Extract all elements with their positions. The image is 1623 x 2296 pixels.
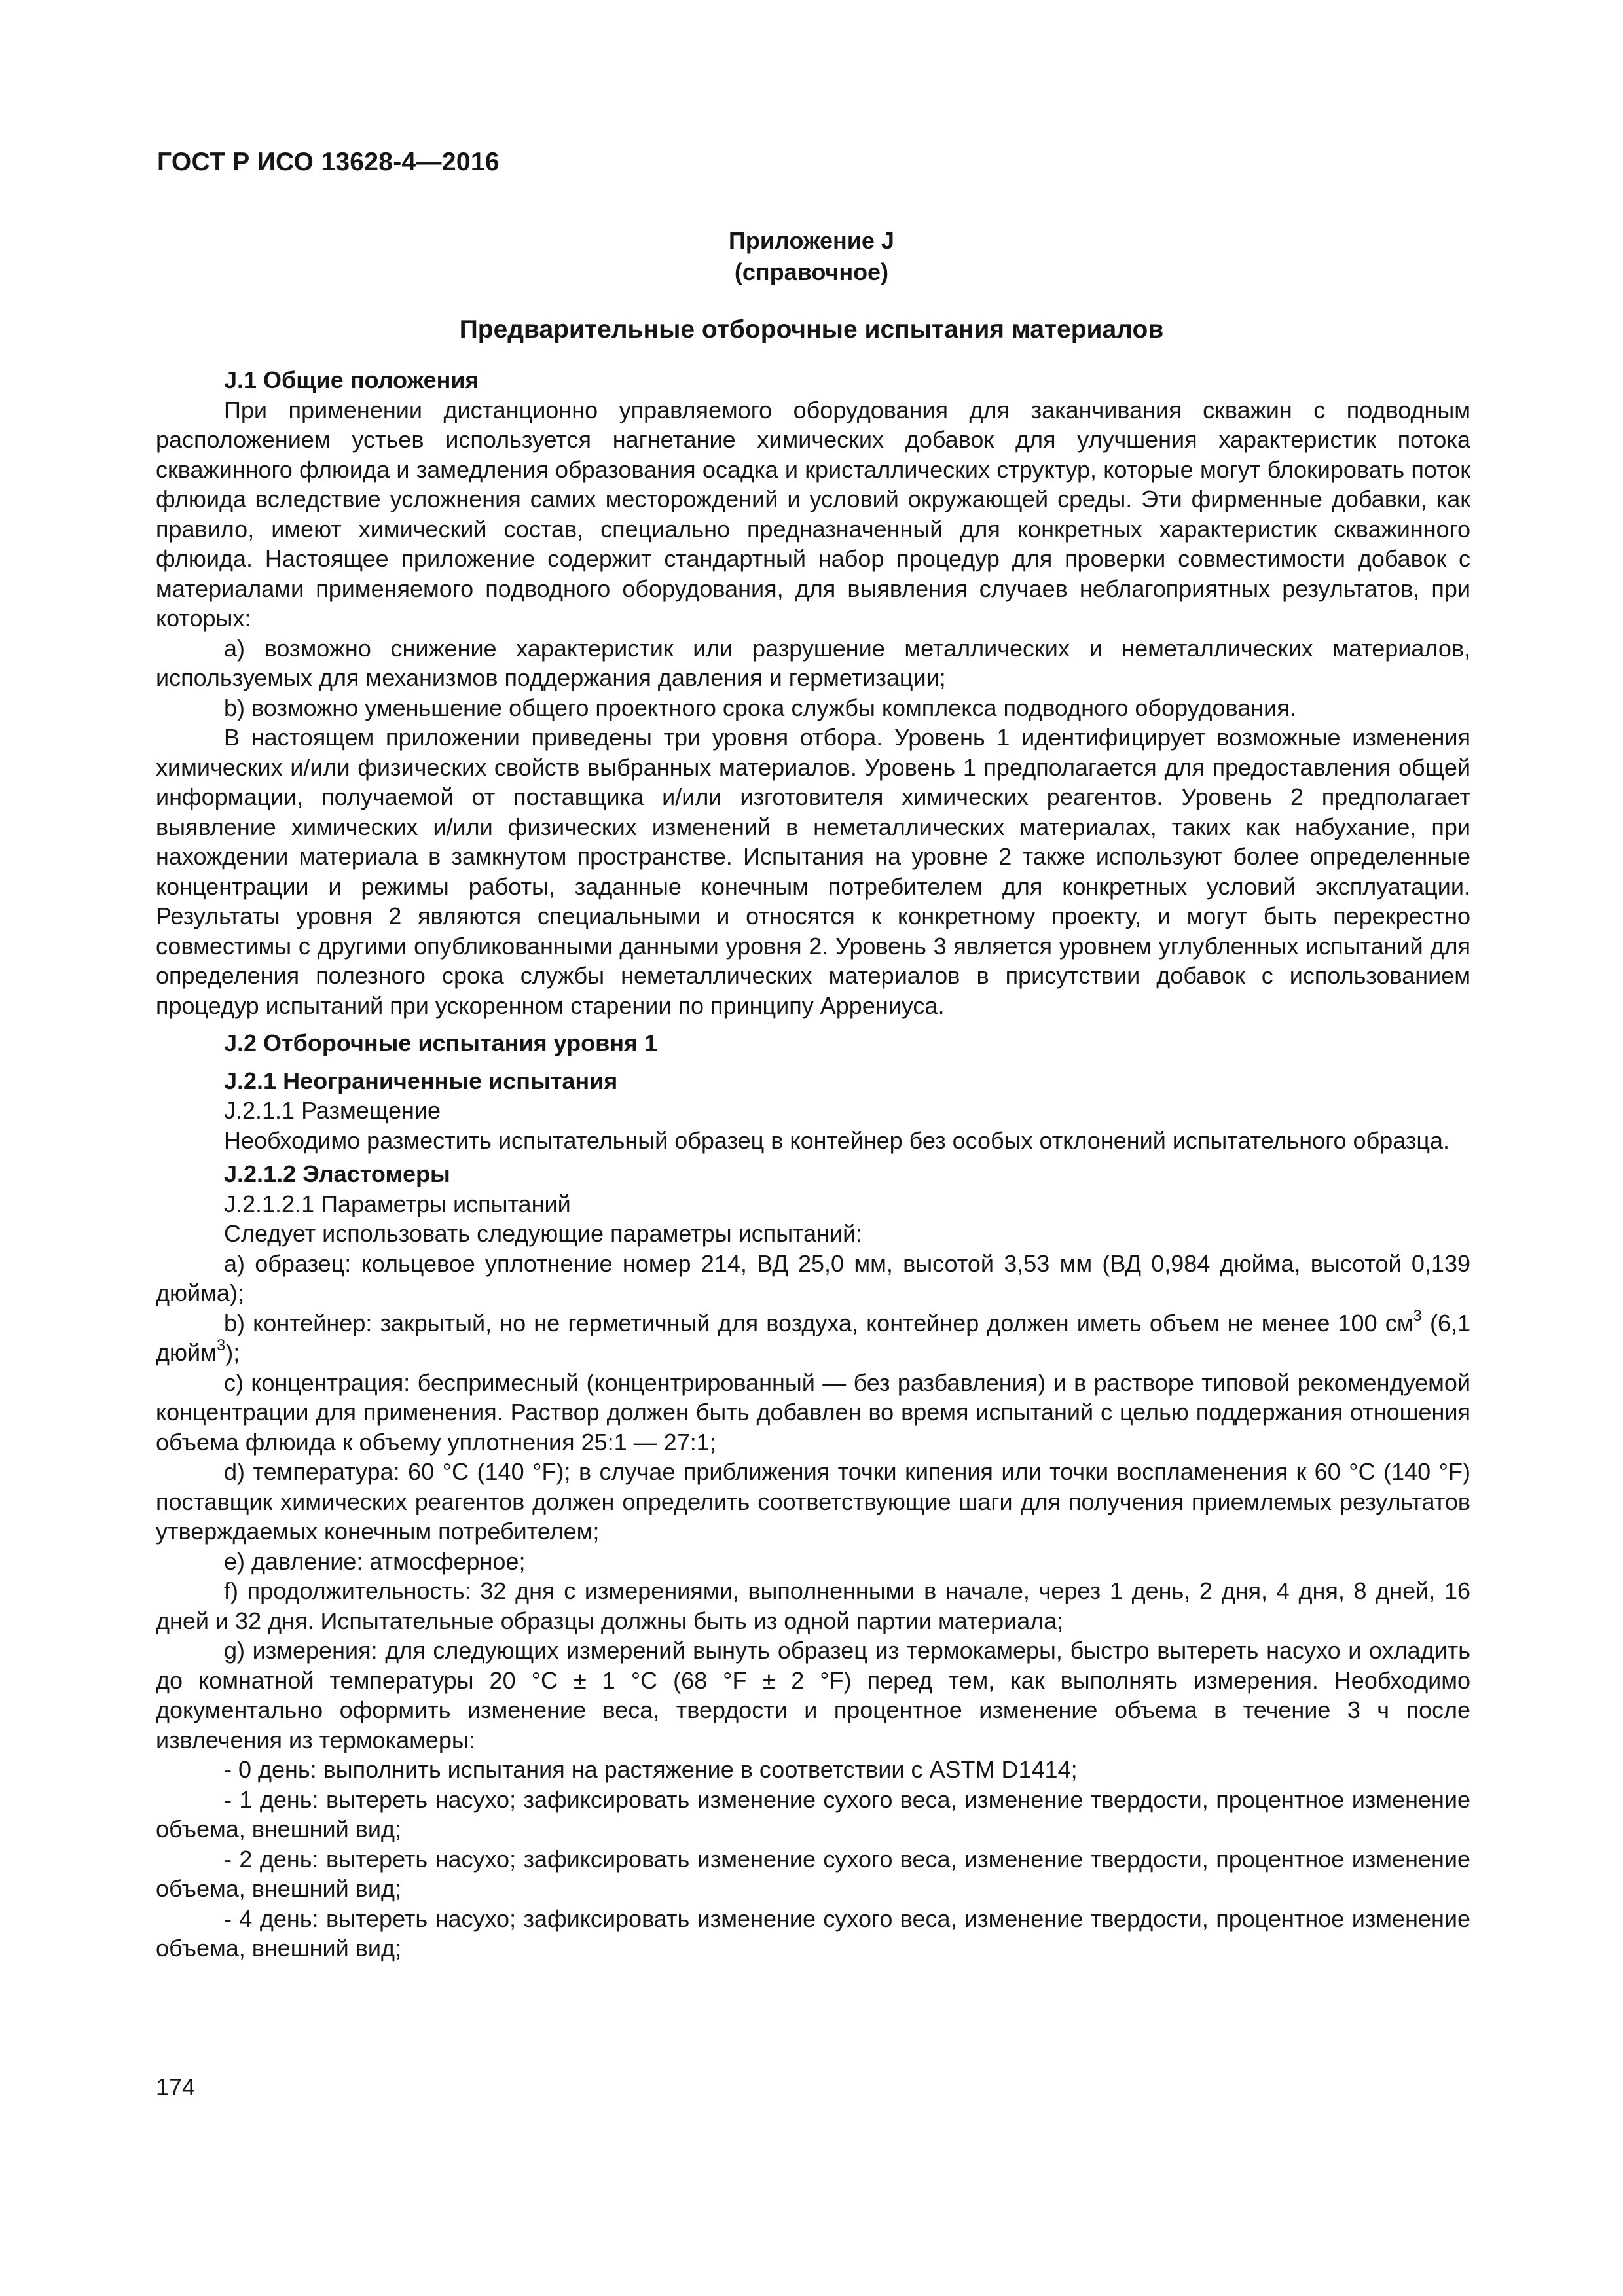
paragraph: При применении дистанционно управляемого оборудования для заканчивания скважин с подводным расположением устьев используется нагнетание химических добавок для улучшения характеристик потока скважинного флюида и замедления образования осадка и кристаллических структур, которые могут блокировать поток флюида вследствие усложнения самих месторождений и условий окружающей среды. Эти фирменные добавки, как правило, имеют химический состав, специально предназначенный для конкретных характеристик скважинного флюида. Настоящее приложение содержит стандартный набор процедур для проверки совместимости добавок с материалами применяемого подводного оборудования, для выявления случаев неблагоприятных результатов, при которых: [156, 396, 1470, 632]
list-item: b) контейнер: закрытый, но не герметичный для воздуха, контейнер должен иметь объем не менее 100 $см^3$ (6,1 дюйм$^3$); [156, 1306, 1470, 1366]
list-item: е) давление: атмосферное; [224, 1547, 526, 1575]
annex-title: Предварительные отборочные испытания материалов [459, 315, 1164, 344]
subsection-heading: J.2.1.2 Эластомеры [224, 1160, 450, 1187]
page-number: 174 [156, 2073, 196, 2100]
section-heading: J.2 Отборочные испытания уровня 1 [224, 1030, 658, 1056]
list-item: f) продолжительность: 32 дня с измерениями, выполненными в начале, через 1 день, 2 дня, 4 дня, 8 дней, 16 дней и 32 дня. Испытательные образцы должны быть из одной партии материала; [156, 1577, 1470, 1634]
list-item: с) концентрация: беспримесный (концентрированный — без разбавления) и в растворе типовой рекомендуемой концентрации для применения. Раствор должен быть добавлен во время испытаний с целью поддержания отношения объема флюида к объему уплотнения 25:1 — 27:1; [156, 1369, 1470, 1456]
list-item: d) температура: 60 °С (140 °F); в случае приближения точки кипения или точки воспламенения к 60 °С (140 °F) поставщик химических реагентов должен определить соответствующие шаги для получения приемлемых результатов утверждаемых конечным потребителем; [156, 1458, 1470, 1545]
clause-heading: J.2.1.1 Размещение [224, 1097, 441, 1124]
paragraph: Необходимо разместить испытательный образец в контейнер без особых отклонений испытательного образца. [224, 1126, 1450, 1154]
list-item: а) возможно снижение характеристик или разрушение металлических и неметаллических материалов, используемых для механизмов поддержания давления и герметизации; [156, 634, 1470, 691]
list-item: - 0 день: выполнить испытания на растяжение в соответствии с ASTM D1414; [224, 1756, 1078, 1783]
document-header: ГОСТ Р ИСО 13628-4—2016 [157, 148, 500, 176]
subsection-heading: J.2.1 Неограниченные испытания [224, 1067, 618, 1094]
annex-label: Приложение J [729, 227, 894, 254]
clause-heading: J.2.1.2.1 Параметры испытаний [224, 1190, 571, 1217]
list-item: g) измерения: для следующих измерений вынуть образец из термокамеры, быстро вытереть насухо и охладить до комнатной температуры 20 °С ± 1 °С (68 °F ± 2 °F) перед тем, как выполнять измерения. Необходимо документально оформить изменение веса, твердости и процентное изменение объема в течение 3 ч после извлечения из термокамеры: [156, 1637, 1470, 1753]
annex-label-block [0, 225, 1623, 288]
document-body [156, 365, 1470, 1964]
list-item: - 1 день: вытереть насухо; зафиксировать изменение сухого веса, изменение твердости, процентное изменение объема, внешний вид; [156, 1785, 1470, 1842]
list-item: - 2 день: вытереть насухо; зафиксировать изменение сухого веса, изменение твердости, процентное изменение объема, внешний вид; [156, 1845, 1470, 1902]
list-item: а) образец: кольцевое уплотнение номер 214, ВД 25,0 мм, высотой 3,53 мм (ВД 0,984 дюйма, высотой 0,139 дюйма); [156, 1249, 1470, 1306]
section-heading: J.1 Общие положения [224, 367, 479, 393]
list-item: - 4 день: вытереть насухо; зафиксировать изменение сухого веса, изменение твердости, процентное изменение объема, внешний вид; [156, 1905, 1470, 1962]
annex-type: (справочное) [734, 259, 889, 285]
list-item: b) возможно уменьшение общего проектного срока службы комплекса подводного оборудования. [224, 694, 1296, 721]
paragraph: В настоящем приложении приведены три уровня отбора. Уровень 1 идентифицирует возможные изменения химических и/или физических свойств выбранных материалов. Уровень 1 предполагается для предоставления общей информации, получаемой от поставщика и/или изготовителя химических реагентов. Уровень 2 предполагает выявление химических и/или физических изменений в неметаллических материалах, таких как набухание, при нахождении материала в замкнутом пространстве. Испытания на уровне 2 также используют более определенные концентрации и режимы работы, заданные конечным потребителем для конкретных условий эксплуатации. Результаты уровня 2 являются специальными и относятся к конкретному проекту, и могут быть перекрестно совместимы с другими опубликованными данными уровня 2. Уровень 3 является уровнем углубленных испытаний для определения полезного срока службы неметаллических материалов в присутствии добавок с использованием процедур испытаний при ускоренном старении по принципу Аррениуса. [156, 724, 1470, 1019]
paragraph: Следует использовать следующие параметры испытаний: [224, 1220, 863, 1247]
